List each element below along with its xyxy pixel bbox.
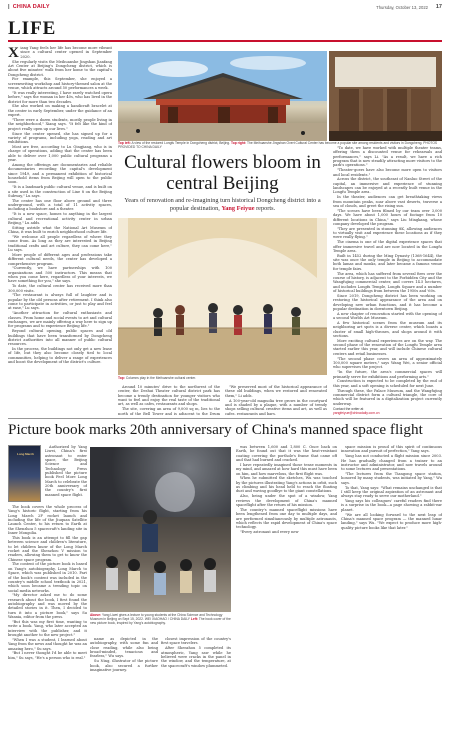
paragraph: "The second phase covers an area of approximately 100,000 square meters," says Wang Wei, a senior official who supervises the project. <box>333 356 442 370</box>
paragraph: In the theater, audiences can get breathtaking views from mountain peaks, soar above vast deserts, traverse a sea of clouds, and greet the rising sun. <box>333 195 442 208</box>
paragraph: "My director asked me to do some research about the book, I first found the autobiography and was moved by the detailed stories in it. Then, I decided to turn it into a picture book," says Su Wanxia, editor from the press. <box>8 593 87 620</box>
park-illustration <box>118 218 327 375</box>
paragraph: The cinema is one of the digital experience spaces that offer immersive travel and are now located in the Longfu Temple area. <box>333 240 442 253</box>
paragraph: closest impression of the country's first space travelers. <box>161 637 231 646</box>
lower-headline: Picture book marks 20th anniversary of China's manned space flight <box>8 421 423 438</box>
paragraph: Through these, the Palace Museum, and the Wangfujing commercial district form a cultural triangle, the core of which will be featured in a digitalization project currently underway. <box>333 388 442 406</box>
paragraph: "We are all looking forward to the next leap of China's manned space program — the manned lunar landing," says Wu. "We expect to produce more high-quality picture books like that later." <box>341 512 442 530</box>
paragraph: Among the offerings are documentaries and reliable documentaries recording the capital's development since 1949, and a permanent exhibition of historical household items from Beijing will open to the public soon. <box>8 162 112 185</box>
paragraph: "To date, we have worked with multiple theater teams, offering them a discounted venue for rehearsals and performances," says Li. "As a result, we have a rich program that is now steadily attracting more visitors to the park's operations." <box>333 146 442 168</box>
masthead <box>8 4 442 14</box>
paragraph: Also, being under the spot of a window, Yang reviews the development of China's manned spaceflight after the return of his mission. <box>236 494 337 507</box>
paragraph: Beyond cultural opening, public spaces and old buildings that have been transformed by Dongcheng district authorities into all manner of public cultural resources. <box>8 329 112 347</box>
paragraph: Authorized by Yang Liwei, China's first astronaut to enter space, the Beijing Science and Technology Press published the picture book Feel More Long March to celebrate the 20th anniversary of the country's first manned space flight. <box>45 445 87 497</box>
article-mid-column-b <box>225 385 327 415</box>
lecture-illustration <box>90 447 231 612</box>
park-photo <box>118 218 327 375</box>
article-left-column <box>8 46 112 410</box>
paragraph: To that, Yang says: "What remains unchanged is that I still keep the original aspiration of an astronaut and always stay ready to serve our motherland." <box>341 485 442 499</box>
paragraph: Sitting astride what the National Art Museum of China, it was built to enrich neighborhood culture life. <box>8 225 112 235</box>
book-cover-title: Long March <box>17 452 34 456</box>
byline: Yang Feiyue <box>221 205 255 212</box>
paragraph: Yang says his colleagues' careful readers find there is a surprise in the book—a page showing a rabbit-ear planet. <box>341 499 442 512</box>
paragraph: "The lectures from the Tiangong space station, honored by many students, was initiated by Yang," Wu says. <box>341 472 442 485</box>
paragraph: When he submitted the sketches, Wu was touched by the pictures illustrating Yang's actions in orbit, such as climbing and his head held to reach the floating dust and waving goodbye to the giant constellations. <box>236 476 337 494</box>
temple-illustration <box>118 51 327 141</box>
photo-caption-top: Top left: A view of the restored Longfu Temple in Dongcheng district, Beijing. Top right: The Meihuanshe Jingshan Overt Cultural Center has become a popular site among residents and visitors in Dongcheng. PHOTOS PROVIDED TO CHINA DAILY <box>118 141 438 149</box>
paragraph: "It is a new space, homes to anything in the largest cultural and recreational activity center in urban Beijing," Lu adds. <box>8 212 112 225</box>
paragraph: More people of different ages and professions take different cultural needs, the center has developed a comprehensive program. <box>8 252 112 266</box>
lower-column-2b <box>90 637 158 737</box>
paragraph: Since the center opened, she has signed up for a variety of programs, including yoga, reading and art exhibitions. <box>8 131 112 145</box>
book-cover <box>8 445 41 502</box>
paragraph: To date, the cultural center has received more than 300,000 visits. <box>8 284 112 293</box>
paragraph: A 100-year-old magnolia tree grows in the courtyard and is shaded by a plaque, with a number of trendy shops selling cultural creative items and art, as well as cafes, restaurants and bars. <box>225 398 327 415</box>
interior-illustration <box>329 51 442 141</box>
photo-caption-lower: Above: Yang Liwei gives a lecture to young students at the China Science and Technology Museum in Beijing on Sept 15, 2022. WEI XIAOHAO / CHINA DAILY Left: The book cover of the new picture book, inspired by Yang's autobiography. <box>90 613 231 625</box>
paragraph: "Theater-goers have also become more open to visitors and local residents." <box>333 168 442 177</box>
photo-caption-mid: Top: Columns play in the Meihuanshe cultural center. <box>118 376 197 380</box>
paragraph: "There were a dozen students, mostly people living in the neighborhood," Xiang says. "It felt like the kind of project really open up our lives." <box>8 118 112 131</box>
paragraph: "We welcome all people regardless of where they come from. As long as they are interested in Beijing traditional crafts and art culture, they can come here," Lu says. <box>8 234 112 252</box>
paragraph: She regularly visits the Meihuanshe Jingshan Jianfang Art Center at Beijing's Dongcheng district, which is about five minutes' walk from her home to the capital's Dongcheng district. <box>8 59 112 77</box>
paragraph: For example, this September, she enjoyed a screenwriting workshop and history-themed salon at the venue, which attracts around 50 performances a week. <box>8 77 112 91</box>
paragraph: "Currently, we have partnerships with 100 organizations and 500 instructors. This means that when you come here, regardless of your interests, we have something for you," she says. <box>8 266 112 284</box>
paragraph: Across the district, the southeast of Nanluo Street of the capital, an immersive and experience of stunning landscapes can be enjoyed at a recently built venue in the Longfu Temple area. <box>333 177 442 195</box>
section-mark: | <box>8 4 10 10</box>
paragraph: "When I was a student, I learned about Yang from the news and thought he was an amazing hero," Su says. <box>8 637 87 651</box>
paragraph: The center has one floor above ground and three underground, with a total of 11 activity spaces, including a bookstore and a theater. <box>8 198 112 212</box>
paragraph: "But this was my first time, wanting to write a book. Yang, who later accepted an interview with the publisher, and it brought another to the new project." <box>8 619 87 637</box>
paragraph: "We preserved most of the historical appearance of these old buildings, when we restored and renovated them," Li adds. <box>225 385 327 398</box>
paragraph: Built in 1452 during the Ming Dynasty (1368-1644), the site was once the only temple in Beijing to accommodate both lamas and monks, and later became a famous venue for temple fairs. <box>333 253 442 271</box>
paragraph: The site, covering an area of 9,000 sq m, lies to the north of the Bell Tower and is adjacent to the Drum <box>118 407 220 415</box>
drop-cap: X <box>8 46 19 61</box>
page-number: 17 <box>435 4 442 10</box>
paragraph: The content of the picture book is based on Yang's autobiography, Long March to Space, which was published in 2010. Part of the book's content was included in the country's middle school textbook in 2021, which soon became a trending topic on social media networks. <box>8 562 87 593</box>
paragraph: "Every astronaut and every new <box>240 530 299 535</box>
lower-column-4 <box>236 445 337 737</box>
paragraph: Most are free, according to Lu Qingjiang, who is in charge of operations, adding that the center has been able to deliver over 1,000 public cultural programs a year. <box>8 145 112 163</box>
paragraph: "The scenes have been filmed by our team over 3,000 days. We have about 1,000 hours of footage from 10 different locations in China," says Liu Mingkang, whose company developed the program. <box>333 208 442 226</box>
article-headline: Cultural flowers bloom in central Beijing <box>124 152 321 194</box>
paragraph: This book is an attempt to fill the gap between science and children's literature, to let children know of the Long March rocket and the Shenzhou V mission to readers, allowing them to get to know the Chinese space program. <box>8 535 87 562</box>
lower-column-5 <box>341 445 442 737</box>
paragraph: I have repeatedly imagined those tense moments in my mind, and amazed at how hard this must have been on him, and how marvelous, the first flight was. <box>236 462 337 476</box>
paragraph: The book covers the whole process of Yang's historic flight, starting from his Long March 2F rocket launch and including the life of the Jiuquan Satellite Launch Center, to his return to Earth at the Shenzhou 5 spacecraft's landing site in Inner Mongolia. <box>8 505 87 536</box>
paragraph: After Shenzhou 5 completed its atmospheric, Yang saw while he believed were cracks in the panel in the window, and the temperature, at the spacecraft's window plummeted. <box>161 646 231 668</box>
paragraph: "Another attraction for cultural enthusiasts and classes. From home and social events to art and cultural exchanges, we are mainly offering a way here to sign up for programs and to experience Beijing life." <box>8 311 112 329</box>
lower-column-1b <box>8 505 87 737</box>
paragraph: More exciting cultural experiences are on the way. The second phase of the renovation of the Longfu Temple area started earlier this year, and will include Chinese cultural centers and retail businesses. <box>333 338 442 356</box>
writer-email: yangfeiyue@chinadaily.com.cn <box>333 411 380 415</box>
paragraph: She also worked on making a handicraft bracelet at the center in early September, under the guidance of an expert. <box>8 104 112 118</box>
paragraph: Construction is expected to be completed by the end of this year, and a soft opening is scheduled for next June. <box>333 379 442 388</box>
paragraph: "But I never thought I'd be able to meet him," Su says, "He's a person who is real." <box>8 651 87 660</box>
writer-contact: Contact the writer at yangfeiyue@chinadaily.com.cn <box>333 407 380 415</box>
paragraph: was between 1,600 and 1,800 C. Once back on Earth, he found out that it was the heat-resistant coating covering the porthole's frame that came off and that had burned and cracked. <box>236 445 337 463</box>
paragraph: iang Yang feels her life has become more vibrant since a cultural center opened in September 2020. <box>20 46 112 59</box>
paragraph: Su Ning, illustrator of the picture book, also secured a further imaginative journey. <box>90 659 158 672</box>
paragraph: Yang has not conducted a flight mission since 2003. He has gradually changed from a trainer to an instructor and administrator, and now travels around to some lectures and presentations. <box>341 454 442 472</box>
paragraph: name as depicted in the autobiography, with some fun and close reading, while also being broad-minded, tenacious and fearless," Wu says. <box>90 637 158 659</box>
issue-date: Thursday, October 13, 2022 <box>376 5 428 10</box>
temple-photo <box>118 51 327 141</box>
lower-column-1 <box>45 445 87 503</box>
paragraph: Around 10 minutes' drive to the northwest of the center, the Deshui Theater cultural district park has become a trendy destination for younger visitors who want to feel and enjoy the real taste of the traditional art, as well as cafes, restaurants and shops. <box>118 385 220 407</box>
section-rule <box>8 40 442 42</box>
lecture-photo <box>90 447 231 612</box>
paragraph: "They are presented in stunning 8K, allowing audiences to virtually visit and experience these locations as if they were really flying." <box>333 226 442 240</box>
paragraph: In the process, the buildings not only get a new lease of life, but they also become closely tied to local communities, helping to deliver a range of experiences and boost the development of the district's culture. <box>8 347 112 365</box>
cultural-center-photo <box>329 51 442 141</box>
paragraph: The area, which has suffered from several fires over the course of history, is adjacent to the Forbidden City and the Wangfujing commercial center, and covers 14.5 hectares, and includes Longfu Temple, Longfu Square and a number of historical buildings from between the 1950s and '60s. <box>333 271 442 293</box>
article-mid-column-a <box>118 385 220 415</box>
paragraph: A few historical scenes from the museum and its neighboring art spots is a diverse center, which boasts a cluster of small high-thrones, and shops around it with sections. <box>333 320 442 338</box>
paragraph: A new chapter of renovation started with the opening of a second Worlds Art Museum. <box>333 311 442 321</box>
paragraph: "It was really interesting, I have rarely watched opera before," says the woman in her 40s, who has lived in the district for more than two decades. <box>8 90 112 104</box>
paragraph: space mission is proud of this spirit of continuous innovation and pursuit of perfection," Yang says. <box>341 445 442 454</box>
paragraph: Since 2019, Dongcheng district has been working on restoring the historical appearance of the area and on developing new urban functions, and it has become a popular destination in downtown Beijing. <box>333 293 442 311</box>
paragraph: "The restaurant is always full of laughter and is popular by the old persons after retirement. I think also come to participate in activities, or just to play and feel at ease," Lu says. <box>8 293 112 311</box>
paragraph: "It is a landmark public cultural venue, and is built on a site used in the construction of Line 8 on the Beijing Subway," Lu says. <box>8 185 112 198</box>
article-right-column <box>333 146 442 406</box>
story-divider <box>8 418 442 419</box>
paragraph: "In the future, the area's commercial spaces will primarily serve for exhibitions and performing arts." <box>333 370 442 379</box>
lower-column-3 <box>161 637 231 737</box>
paragraph: The country's manned spaceflight missions have been lengthened from one day to multiple days, and are performed simultaneously by multiple astronauts, which reflects the rapid development of China's space technology. <box>236 507 337 530</box>
newspaper-logo: | CHINA DAILY <box>8 4 50 10</box>
section-title: LIFE <box>8 18 57 39</box>
article-subhead: Years of renovation and re-imagining turn historical Dongcheng district into a popular destination, Yang Feiyue reports. <box>124 197 321 212</box>
